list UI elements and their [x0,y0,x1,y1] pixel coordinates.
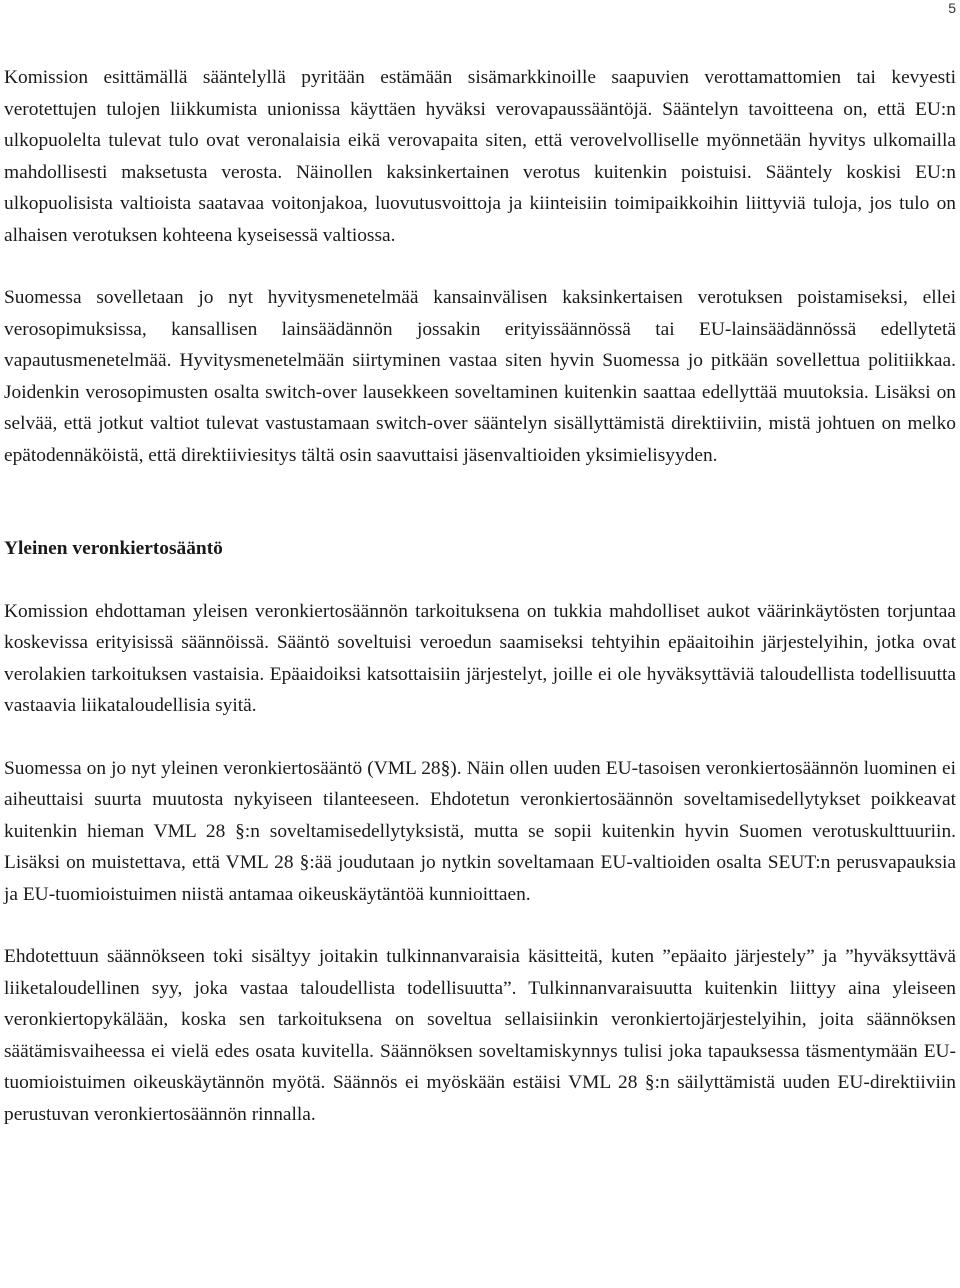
paragraph-credit-method: Suomessa sovelletaan jo nyt hyvitysmenetelmää kansainvälisen kaksinkertaisen verotuksen poistamiseksi, ellei verosopimuksissa, kansallisen lainsäädännön jossakin erityissäännössä tai EU-lainsäädännössä edellytetä vapautusmenetelmää. Hyvitysmenetelmään siirtyminen vastaa siten hyvin Suomessa jo pitkään sovellettua politiikkaa. Joidenkin verosopimusten osalta switch-over lausekkeen soveltaminen kuitenkin saattaa edellyttää muutoksia. Lisäksi on selvää, että jotkut valtiot tulevat vastustamaan switch-over sääntelyn sisällyttämistä direktiiviin, mistä johtuen on melko epätodennäköistä, että direktiiviesitys tältä osin saavuttaisi jäsenvaltioiden yksimielisyyden. [4,287,956,466]
section-heading: Yleinen veronkiertosääntö [4,538,223,559]
paragraph-gaar-purpose: Komission ehdottaman yleisen veronkiertosäännön tarkoituksena on tukkia mahdolliset aukot väärinkäytösten torjuntaa koskevissa erityisissä säännöissä. Sääntö soveltuisi veroedun saamiseksi tehtyihin epäaitoihin järjestelyihin, jotka ovat verolakien tarkoituksen vastaisia. Epäaidoiksi katsottaisiin järjestelyt, joille ei ole hyväksyttäviä taloudellista todellisuutta vastaavia liikataloudellisia syitä. [4,600,956,716]
page-number: 5 [948,0,956,16]
paragraph-interpretation: Ehdotettuun säännökseen toki sisältyy joitakin tulkinnanvaraisia käsitteitä, kuten ”epäaito järjestely” ja ”hyväksyttävä liiketaloudellinen syy, joka vastaa taloudellista todellisuutta”. Tulkinnanvaraisuutta kuitenkin liittyy aina yleiseen veronkiertopykälään, koska sen tarkoituksena on soveltua sellaisiinkin veronkiertojärjestelyihin, joita säännöksen säätämisvaiheessa ei vielä edes osata kuvitella. Säännöksen soveltamiskynnys tulisi joka tapauksessa täsmentymään EU-tuomioistuimen oikeuskäytännön myötä. Säännös ei myöskään estäisi VML 28 §:n säilyttämistä uuden EU-direktiiviin perustuvan veronkiertosäännön rinnalla. [4,946,956,1125]
paragraph-switch-over-intro: Komission esittämällä sääntelyllä pyritään estämään sisämarkkinoille saapuvien verottamattomien tai kevyesti verotettujen tulojen liikkumista unionissa käyttäen hyväksi verovapaussääntöjä. Sääntelyn tavoitteena on, että EU:n ulkopuolelta tulevat tulo ovat veronalaisia eikä verovapaita siten, että verovelvolliselle myönnetään hyvitys ulkomailla mahdollisesti maksetusta verosta. Näinollen kaksinkertainen verotus kuitenkin poistuisi. Sääntely koskisi EU:n ulkopuolisista valtioista saatavaa voitonjakoa, luovutusvoittoja ja kiinteisiin toimipaikkoihin liittyviä tuloja, jos tulo on alhaisen verotuksen kohteena kyseisessä valtiossa. [4,67,956,246]
paragraph-vml-28: Suomessa on jo nyt yleinen veronkiertosääntö (VML 28§). Näin ollen uuden EU-tasoisen veronkiertosäännön luominen ei aiheuttaisi suurta muutosta nykyiseen tilanteeseen. Ehdotetun veronkiertosäännön soveltamisedellytykset poikkeavat kuitenkin hieman VML 28 §:n soveltamisedellytyksistä, mutta se sopii kuitenkin hyvin Suomen verotuskulttuuriin. Lisäksi on muistettava, että VML 28 §:ää joudutaan jo nytkin soveltamaan EU-valtioiden osalta SEUT:n perusvapauksia ja EU-tuomioistuimen niistä antamaa oikeuskäytäntöä kunnioittaen. [4,757,956,905]
document-body [4,62,956,1130]
